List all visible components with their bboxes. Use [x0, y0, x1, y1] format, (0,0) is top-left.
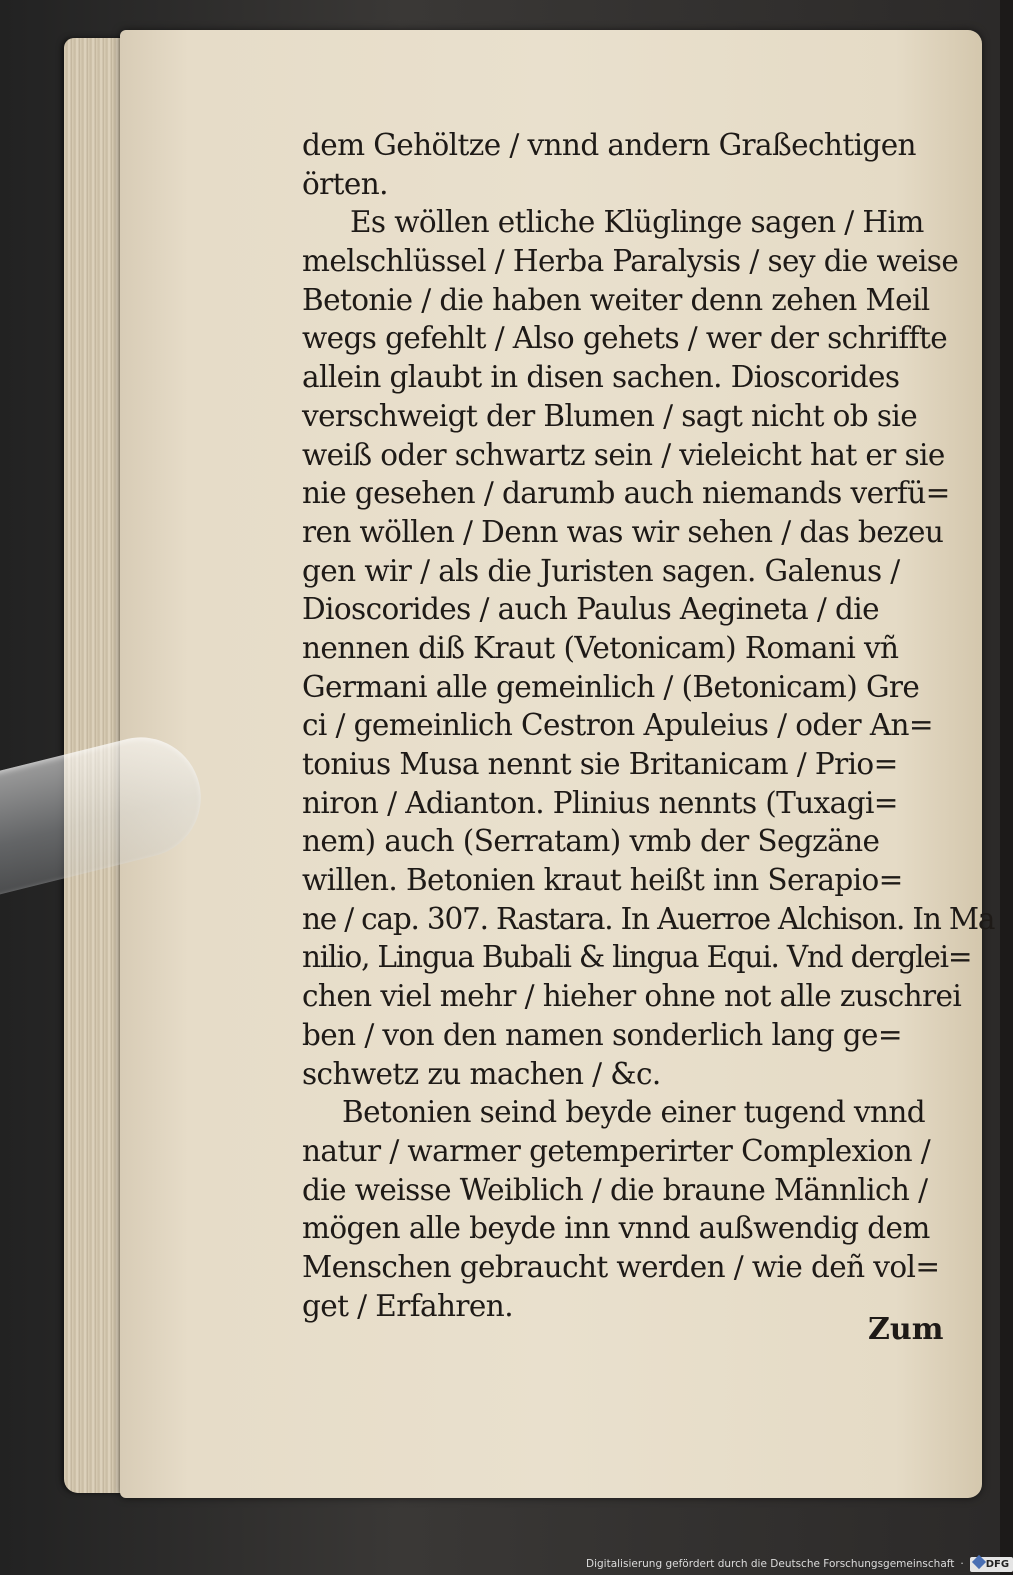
- text-line: örten.: [302, 166, 388, 201]
- text-line: chen viel mehr / hieher ohne not alle zuschrei: [302, 979, 962, 1014]
- text-line: verschweigt der Blumen / sagt nicht ob sie: [302, 398, 918, 433]
- text-line: schwetz zu machen / &c.: [302, 1056, 661, 1091]
- text-line: allein glaubt in disen sachen. Dioscorides: [302, 360, 900, 395]
- text-line: Es wöllen etliche Klüglinge sagen / Him: [350, 205, 924, 240]
- text-line: weiß oder schwartz sein / vieleicht hat er sie: [302, 437, 945, 472]
- text-line: Betonien seind beyde einer tugend vnnd: [342, 1095, 926, 1130]
- text-line: die weisse Weiblich / die braune Männlich /: [302, 1172, 928, 1207]
- dfg-logo: [970, 1557, 1013, 1572]
- text-line: Dioscorides / auch Paulus Aegineta / die: [302, 592, 879, 627]
- text-line: ben / von den namen sonderlich lang ge=: [302, 1017, 903, 1052]
- catchword: Zum: [868, 1312, 944, 1347]
- text-line: dem Gehöltze / vnnd andern Graßechtigen: [302, 128, 916, 162]
- text-line: ren wöllen / Denn was wir sehen / das bezeu: [302, 514, 944, 549]
- text-line: nie gesehen / darumb auch niemands verfü=: [302, 476, 950, 511]
- text-line: Betonie / die haben weiter denn zehen Meil: [302, 282, 930, 317]
- footer-separator: ·: [960, 1558, 964, 1570]
- text-line: wegs gefehlt / Also gehets / wer der schriffte: [302, 321, 948, 356]
- text-line: nennen diß Kraut (Vetonicam) Romani vñ: [302, 630, 899, 665]
- text-line: natur / warmer getemperirter Complexion /: [302, 1133, 931, 1168]
- footer-credit-text: Digitalisierung gefördert durch die Deutsche Forschungsgemeinschaft: [586, 1558, 955, 1570]
- text-line: ne / cap. 307. Rastara. In Auerroe Alchison. In Ma: [302, 901, 995, 936]
- page-text: [302, 126, 995, 1325]
- text-line: Germani alle gemeinlich / (Betonicam) Gre: [302, 669, 920, 704]
- text-line: tonius Musa nennt sie Britanicam / Prio=: [302, 747, 898, 781]
- text-line: Menschen gebraucht werden / wie deñ vol=: [302, 1249, 940, 1284]
- text-line: mögen alle beyde inn vnnd außwendig dem: [302, 1211, 930, 1246]
- text-line: nilio, Lingua Bubali & lingua Equi. Vnd derglei=: [302, 940, 972, 975]
- text-line: get / Erfahren.: [302, 1288, 513, 1323]
- text-line: willen. Betonien kraut heißt inn Serapio=: [302, 863, 903, 898]
- text-line: ci / gemeinlich Cestron Apuleius / oder An=: [302, 708, 934, 743]
- dfg-logo-text: DFG: [985, 1558, 1010, 1570]
- dfg-logo-icon: [972, 1554, 986, 1568]
- text-line: melschlüssel / Herba Paralysis / sey die weise: [302, 244, 959, 279]
- digitization-footer: [586, 1556, 1013, 1572]
- text-line: niron / Adianton. Plinius nennts (Tuxagi=: [302, 785, 898, 820]
- text-line: gen wir / als die Juristen sagen. Galenus /: [302, 553, 900, 588]
- text-line: nem) auch (Serratam) vmb der Segzäne: [302, 824, 880, 859]
